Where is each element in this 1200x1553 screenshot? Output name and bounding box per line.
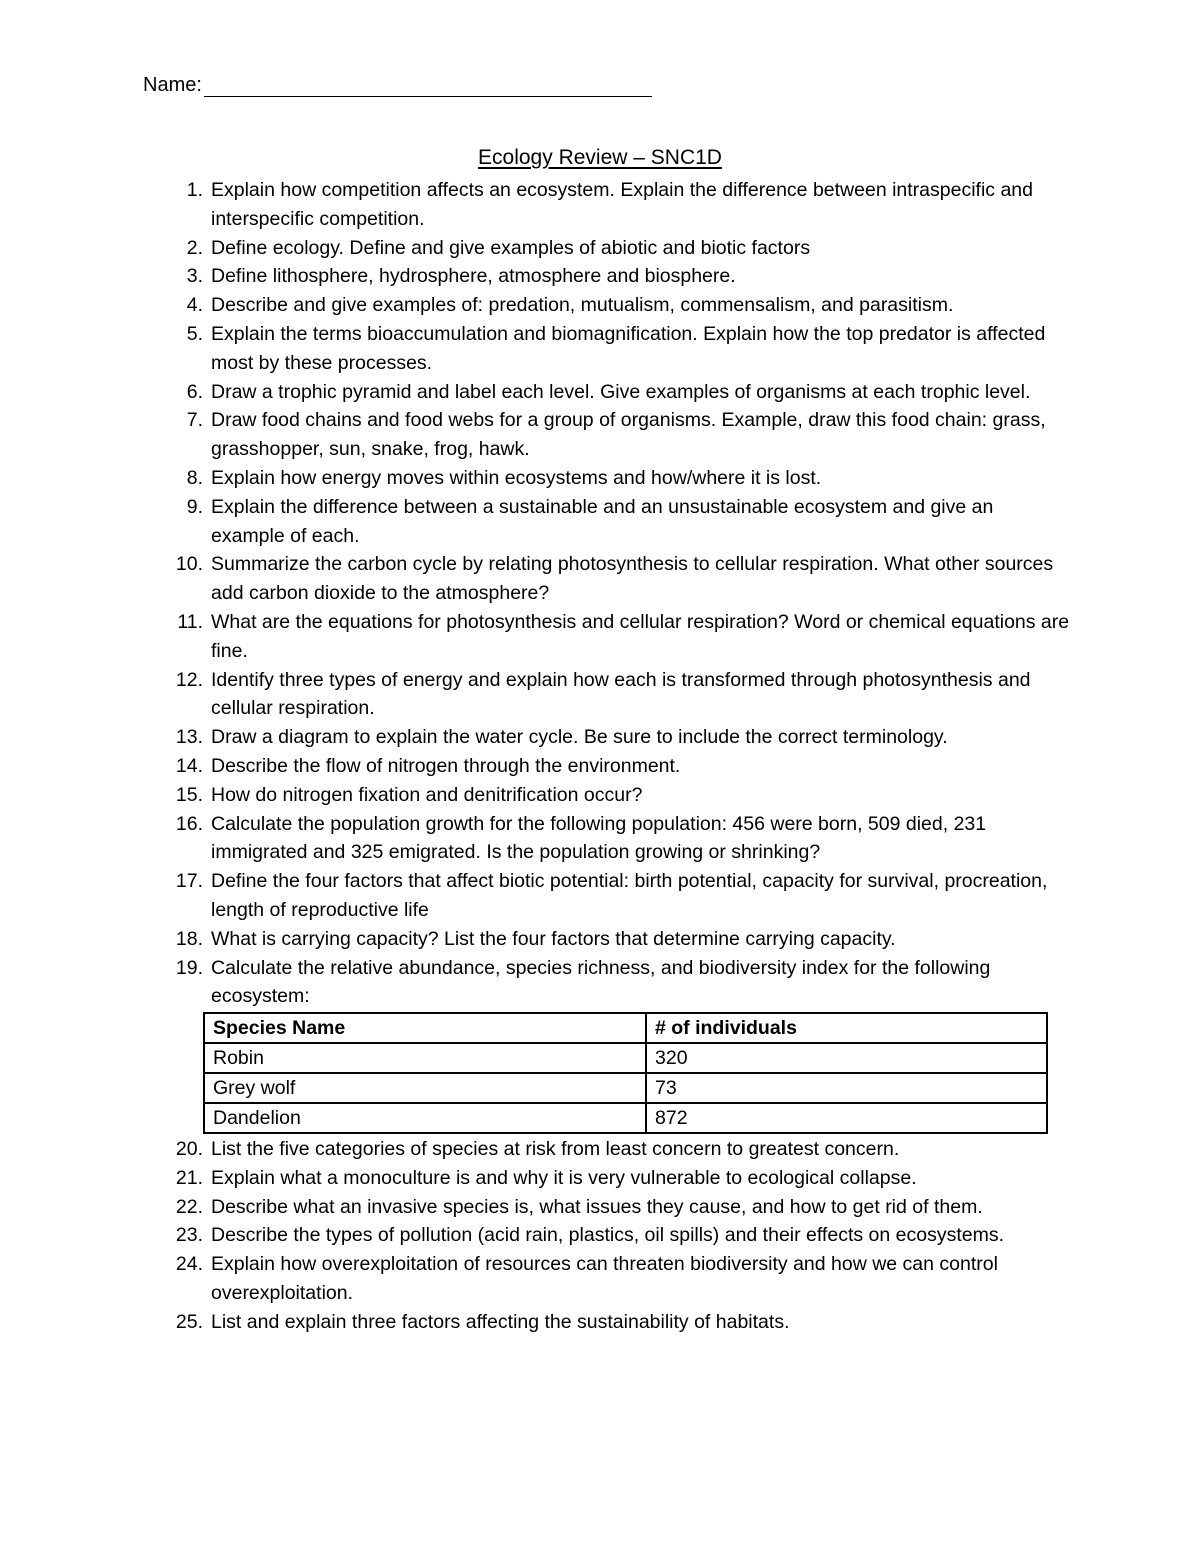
question-3 — [170, 262, 1070, 291]
question-text: Draw food chains and food webs for a group of organisms. Example, draw this food chain: grass, grasshopper, sun, snake, frog, hawk. — [211, 409, 1046, 461]
question-text: Explain the difference between a sustainable and an unsustainable ecosystem and give an example of each. — [211, 495, 994, 547]
question-number: 23. — [175, 1224, 203, 1247]
page-title: Ecology Review – SNC1D — [478, 146, 722, 169]
question-number: 1. — [186, 179, 203, 201]
question-15 — [170, 781, 1070, 810]
name-blank-line[interactable] — [204, 77, 652, 97]
question-number: 18. — [175, 927, 203, 950]
question-text: Define ecology. Define and give examples of abiotic and biotic factors — [211, 236, 811, 259]
question-number: 10. — [175, 553, 203, 576]
species-name-cell: Robin — [204, 1043, 646, 1073]
species-name-cell: Dandelion — [204, 1103, 646, 1133]
question-text: Explain how overexploitation of resources can threaten biodiversity and how we can control overexploitation. — [211, 1253, 998, 1304]
question-number: 5. — [186, 322, 203, 345]
question-2 — [170, 234, 1070, 263]
question-text: Explain what a monoculture is and why it is very vulnerable to ecological collapse. — [211, 1166, 917, 1189]
question-23 — [170, 1221, 1070, 1250]
question-22 — [170, 1193, 1070, 1222]
question-4 — [170, 291, 1070, 320]
question-number: 11. — [177, 610, 203, 633]
question-number: 9. — [186, 495, 203, 518]
individuals-cell: 73 — [646, 1073, 1047, 1103]
question-number: 13. — [175, 726, 203, 749]
question-number: 12. — [175, 668, 203, 691]
question-6 — [170, 378, 1070, 407]
question-text: Define the four factors that affect biotic potential: birth potential, capacity for survival, procreation, length of reproductive life — [211, 870, 1048, 921]
table-row — [204, 1043, 1047, 1073]
question-number: 14. — [175, 754, 203, 777]
question-number: 7. — [186, 409, 203, 432]
question-text: Identify three types of energy and explain how each is transformed through photosynthesis and cellular respiration. — [211, 668, 1031, 720]
question-number: 2. — [186, 236, 203, 259]
column-header-species-name: Species Name — [204, 1013, 646, 1043]
question-text: List the five categories of species at risk from least concern to greatest concern. — [211, 1138, 900, 1160]
table-header-row — [204, 1013, 1047, 1043]
question-13 — [170, 723, 1070, 752]
question-5 — [170, 320, 1070, 378]
question-25 — [170, 1308, 1070, 1337]
table-row — [204, 1073, 1047, 1103]
question-number: 15. — [175, 783, 203, 806]
name-label: Name: — [143, 74, 202, 96]
question-20 — [170, 1135, 1070, 1164]
question-11 — [170, 608, 1070, 666]
question-number: 3. — [186, 265, 203, 288]
question-text: List and explain three factors affecting the sustainability of habitats. — [211, 1310, 790, 1333]
species-table-container — [170, 1011, 1070, 1134]
question-number: 6. — [186, 380, 203, 403]
question-text: Describe what an invasive species is, what issues they cause, and how to get rid of them. — [211, 1195, 983, 1218]
question-number: 25. — [175, 1310, 203, 1333]
table-row — [204, 1103, 1047, 1133]
question-number: 17. — [175, 870, 203, 893]
question-16 — [170, 810, 1070, 868]
question-list-continued — [170, 1135, 1070, 1337]
question-text: Calculate the population growth for the following population: 456 were born, 509 died, 231 immigrated and 325 emigrated. Is the population growing or shrinking? — [211, 812, 987, 864]
question-18 — [170, 925, 1070, 954]
question-9 — [170, 493, 1070, 551]
question-7 — [170, 406, 1070, 464]
question-text: Describe the flow of nitrogen through the environment. — [211, 754, 681, 777]
question-text: Describe the types of pollution (acid rain, plastics, oil spills) and their effects on ecosystems. — [211, 1224, 1005, 1247]
question-number: 22. — [175, 1195, 203, 1218]
question-number: 4. — [186, 294, 203, 317]
question-text: How do nitrogen fixation and denitrification occur? — [211, 783, 643, 806]
question-text: Define lithosphere, hydrosphere, atmosphere and biosphere. — [211, 265, 736, 288]
question-text: Describe and give examples of: predation, mutualism, commensalism, and parasitism. — [211, 294, 954, 317]
name-field — [143, 74, 652, 97]
column-header-individuals: # of individuals — [646, 1013, 1047, 1043]
species-name-cell: Grey wolf — [204, 1073, 646, 1103]
question-14 — [170, 752, 1070, 781]
question-text: Calculate the relative abundance, species richness, and biodiversity index for the following ecosystem: — [211, 956, 991, 1008]
question-8 — [170, 464, 1070, 493]
question-number: 24. — [175, 1253, 203, 1276]
question-text: Explain the terms bioaccumulation and biomagnification. Explain how the top predator is affected most by these processes. — [211, 322, 1046, 374]
question-text: What are the equations for photosynthesis and cellular respiration? Word or chemical equations are fine. — [211, 610, 1070, 662]
question-1 — [170, 176, 1070, 234]
species-table — [203, 1012, 1048, 1134]
question-text: What is carrying capacity? List the four factors that determine carrying capacity. — [211, 927, 896, 950]
individuals-cell: 320 — [646, 1043, 1047, 1073]
question-text: Draw a trophic pyramid and label each level. Give examples of organisms at each trophic level. — [211, 380, 1031, 403]
question-24 — [170, 1250, 1070, 1308]
question-17 — [170, 867, 1070, 925]
question-text: Summarize the carbon cycle by relating photosynthesis to cellular respiration. What other sources add carbon dioxide to the atmosphere? — [211, 553, 1054, 605]
question-number: 8. — [186, 466, 203, 489]
question-number: 20. — [175, 1138, 203, 1160]
question-text: Explain how competition affects an ecosystem. Explain the difference between intraspecific and interspecific competition. — [211, 179, 1033, 230]
individuals-cell: 872 — [646, 1103, 1047, 1133]
question-list — [170, 176, 1070, 1011]
question-number: 16. — [175, 812, 203, 835]
question-12 — [170, 666, 1070, 724]
question-21 — [170, 1164, 1070, 1193]
question-text: Explain how energy moves within ecosystems and how/where it is lost. — [211, 466, 822, 489]
question-number: 19. — [175, 956, 203, 979]
question-19 — [170, 954, 1070, 1012]
question-text: Draw a diagram to explain the water cycle. Be sure to include the correct terminology. — [211, 726, 948, 749]
question-10 — [170, 550, 1070, 608]
question-number: 21. — [175, 1166, 203, 1189]
